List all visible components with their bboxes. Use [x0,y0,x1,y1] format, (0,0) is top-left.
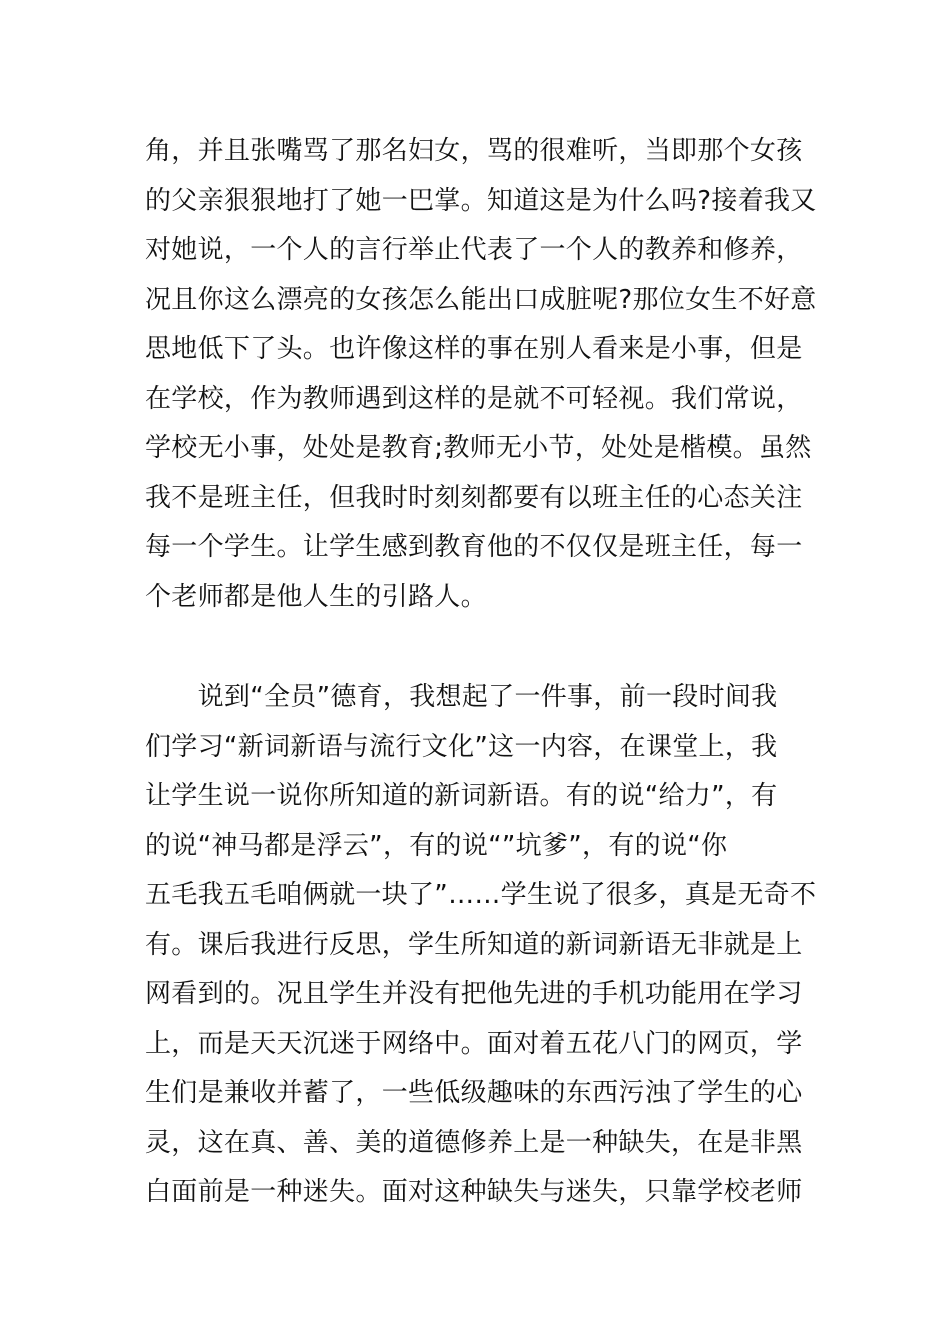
text-line: 对她说，一个人的言行举止代表了一个人的教养和修养， [145,235,803,265]
text-line: 的说“神马都是浮云”，有的说“”坑爹”，有的说“你 [145,830,728,861]
text-line: 们学习“新词新语与流行文化”这一内容，在课堂上，我 [145,731,778,762]
text-line: 况且你这么漂亮的女孩怎么能出口成脏呢?那位女生不好意 [145,284,817,315]
text-line: 我不是班主任，但我时时刻刻都要有以班主任的心态关注 [145,482,803,513]
text-line: 说到“全员”德育，我想起了一件事，前一段时间我 [145,682,778,712]
text-line: 思地低下了头。也许像这样的事在别人看来是小事，但是 [145,334,803,364]
text-line: 白面前是一种迷失。面对这种缺失与迷失，只靠学校老师 [145,1177,803,1207]
text-line: 角，并且张嘴骂了那名妇女，骂的很难听，当即那个女孩 [145,136,803,166]
text-line: 让学生说一说你所知道的新词新语。有的说“给力”，有 [145,781,778,811]
text-line: 上，而是天天沉迷于网络中。面对着五花八门的网页，学 [145,1028,803,1059]
text-line: 生们是兼收并蓄了，一些低级趣味的东西污浊了学生的心 [145,1078,803,1108]
paragraph-2 [145,673,817,1218]
text-line: 网看到的。况且学生并没有把他先进的手机功能用在学习 [145,979,803,1009]
paragraph-1 [145,127,817,622]
text-line: 个老师都是他人生的引路人。 [145,581,487,612]
text-line: 学校无小事，处处是教育;教师无小节，处处是楷模。虽然 [145,433,812,463]
text-line: 每一个学生。让学生感到教育他的不仅仅是班主任，每一 [145,532,803,562]
text-line: 的父亲狠狠地打了她一巴掌。知道这是为什么吗?接着我又 [145,185,817,216]
text-line: 灵，这在真、善、美的道德修养上是一种缺失，在是非黑 [145,1127,803,1158]
text-line: 有。课后我进行反思，学生所知道的新词新语无非就是上 [145,929,803,960]
text-line: 五毛我五毛咱俩就一块了”……学生说了很多，真是无奇不 [145,880,817,910]
text-line: 在学校，作为教师遇到这样的是就不可轻视。我们常说， [145,383,803,414]
